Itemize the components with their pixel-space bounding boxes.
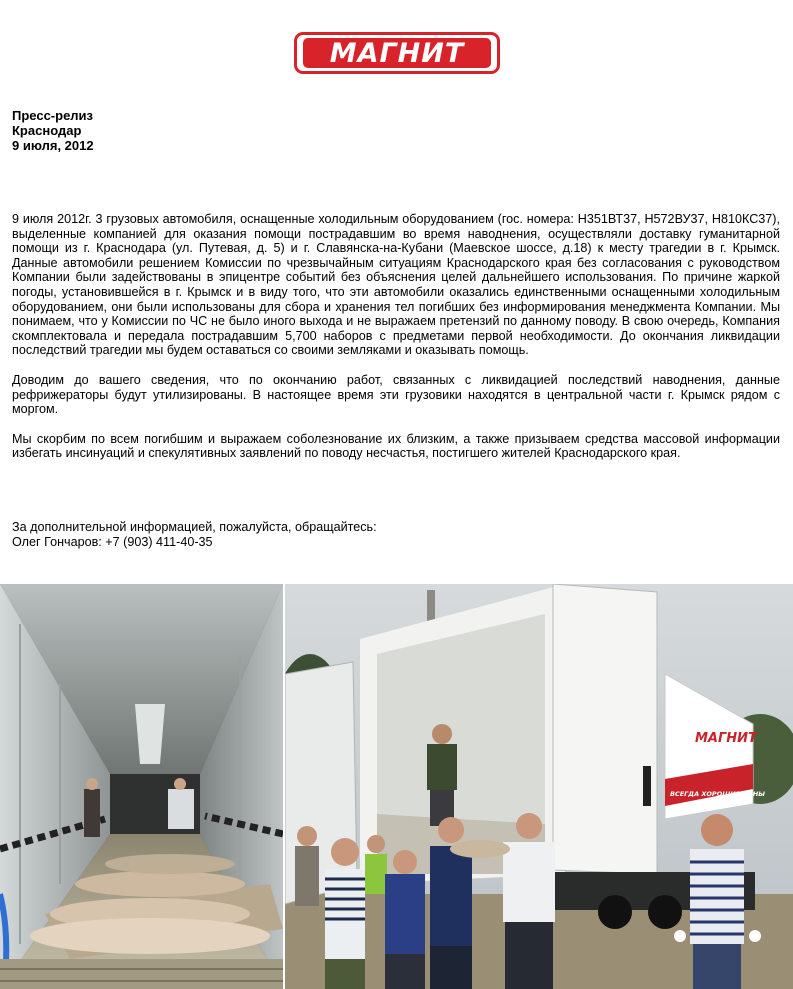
- contact-intro: За дополнительной информацией, пожалуйста, обращайтесь:: [12, 520, 377, 534]
- header-date: 9 июля, 2012: [12, 138, 94, 153]
- header-type: Пресс-релиз: [12, 108, 94, 123]
- press-release-body: [12, 212, 780, 476]
- contact-phone: Олег Гончаров: +7 (903) 411-40-35: [12, 535, 213, 549]
- paragraph-condolences: Мы скорбим по всем погибшим и выражаем соболезнование их близким, а также призываем средства массовой информации избегать инсинуаций и спекулятивных заявлений по поводу несчастья, постигшего жителей Краснодарского края.: [12, 431, 780, 461]
- trailer-interior-photo: [0, 584, 283, 989]
- paragraph-disposal: Доводим до вашего сведения, что по окончанию работ, связанных с ликвидацией последствий наводнения, данные рефрижераторы будут утилизированы. В настоящее время эти грузовики находятся в центральной части г. Крымск рядом с моргом.: [12, 372, 780, 417]
- contact-block: [12, 520, 377, 550]
- truck-logo: МАГНИТ: [695, 731, 757, 746]
- truck-slogan: ВСЕГДА ХОРОШИЕ ЦЕНЫ: [670, 790, 766, 798]
- truck-outside-photo: [285, 584, 793, 989]
- magnit-logo: [294, 32, 500, 74]
- logo-text: МАГНИТ: [303, 38, 491, 68]
- paragraph-main: 9 июля 2012г. 3 грузовых автомобиля, оснащенные холодильным оборудованием (гос. номера: Н351ВТ37, Н572ВУ37, Н810КС37), выделенные компанией для оказания помощи пострадавшим во время наводнения, осуществляли доставку гуманитарной помощи из г. Краснодара (ул. Путевая, д. 5) и г. Славянска-на-Кубани (Маевское шоссе, д.18) к месту трагедии в г. Крымск. Данные автомобили решением Комиссии по чрезвычайным ситуациям Краснодарского края без согласования с руководством Компании были задействованы в эпицентре событий без объяснения целей дальнейшего использования. По причине жаркой погоды, установившейся в г. Крымск и в виду того, что эти автомобили оказались единственными оснащенными холодильным оборудованием, они были использованы для сбора и хранения тел погибших без информирования менеджмента Компании. Мы понимаем, что у Комиссии по ЧС не было иного выхода и не выражаем претензий по данному поводу. В свою очередь, Компания скомплектовала и передала пострадавшим 5,700 наборов с предметами первой необходимости. До окончания ликвидации последствий трагедии мы будем оставаться со своими земляками и оказывать помощь.: [12, 212, 780, 358]
- header-city: Краснодар: [12, 123, 82, 138]
- press-release-header: [12, 108, 94, 153]
